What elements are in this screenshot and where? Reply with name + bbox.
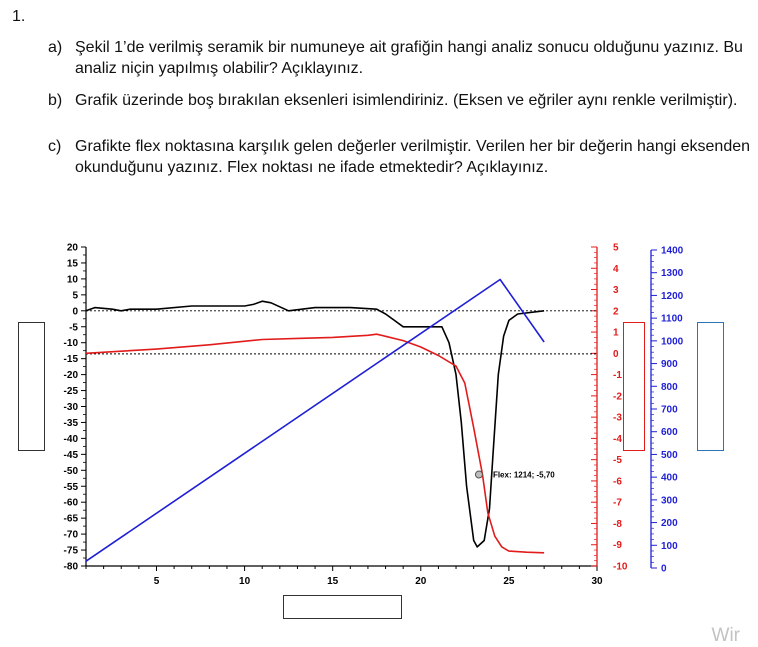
item-label: c) [48, 138, 62, 155]
question-number: 1. [12, 8, 26, 25]
blue-axis-tick-label: 600 [661, 427, 678, 439]
left-axis-tick-label: -20 [63, 370, 78, 382]
left-axis-tick-label: 10 [66, 274, 78, 286]
left-axis-tick-label: -65 [63, 513, 78, 525]
red-axis-tick-label: -6 [613, 476, 622, 488]
left-axis-tick-label: -40 [63, 433, 78, 445]
x-axis-tick-label: 30 [591, 576, 603, 587]
red-axis-tick-label: 2 [613, 306, 619, 318]
series-line-red [86, 334, 544, 553]
left-axis-tick-label: 15 [66, 258, 78, 270]
blue-axis-tick-label: 100 [661, 540, 678, 552]
left-axis-tick-label: -10 [63, 338, 78, 350]
item-label: b) [48, 92, 63, 109]
red-axis-tick-label: -8 [613, 518, 622, 530]
red-axis-tick-label: 5 [613, 242, 619, 254]
red-axis-tick-label: 4 [613, 263, 619, 275]
red-axis-tick-label: 0 [613, 348, 619, 360]
blue-axis-tick-label: 300 [661, 495, 678, 507]
left-axis-tick-label: -70 [63, 529, 78, 541]
blue-axis-tick-label: 1100 [661, 313, 683, 325]
blue-axis-tick-label: 1200 [661, 290, 684, 302]
blue-axis-tick-label: 800 [661, 381, 678, 393]
red-axis-tick-label: 3 [613, 285, 619, 297]
x-axis-tick-label: 10 [239, 576, 251, 587]
x-axis-blank-box[interactable] [283, 595, 402, 619]
red-axis-tick-label: -3 [613, 412, 622, 424]
red-axis-tick-label: -4 [613, 433, 622, 445]
blue-axis-tick-label: 1300 [661, 268, 684, 280]
left-axis-blank-box[interactable] [18, 322, 45, 451]
blue-axis-tick-label: 500 [661, 449, 678, 461]
left-axis-tick-label: 20 [66, 242, 78, 254]
left-axis-tick-label: 0 [72, 306, 78, 318]
red-axis-tick-label: -2 [613, 391, 622, 403]
red-axis-tick-label: -5 [613, 455, 622, 467]
left-axis-tick-label: -60 [63, 497, 78, 509]
left-axis-tick-label: -55 [63, 481, 78, 493]
blue-axis-tick-label: 700 [661, 404, 678, 416]
left-axis-tick-label: -75 [63, 545, 78, 557]
left-axis-tick-label: -80 [63, 561, 78, 573]
left-axis-tick-label: -45 [63, 449, 78, 461]
red-axis-tick-label: 1 [613, 327, 619, 339]
flex-annotation-label: Flex: 1214; -5,70 [492, 470, 555, 480]
left-axis-tick-label: -5 [69, 322, 78, 334]
x-axis-tick-label: 5 [153, 576, 160, 587]
left-axis-tick-label: -30 [63, 402, 78, 413]
left-axis-tick-label: -50 [63, 465, 78, 477]
red-axis-tick-label: -1 [613, 370, 622, 382]
left-axis-tick-label: 5 [72, 290, 78, 302]
left-axis-tick-label: -35 [63, 417, 78, 429]
flex-point-marker [475, 471, 482, 478]
blue-axis-tick-label: 400 [661, 472, 678, 484]
blue-axis-tick-label: 1000 [661, 336, 684, 348]
red-axis-tick-label: -10 [613, 561, 628, 573]
blue-axis-blank-box[interactable] [697, 322, 724, 451]
blue-axis-tick-label: 1400 [661, 245, 684, 257]
blue-axis-tick-label: 900 [661, 359, 678, 371]
blue-axis-tick-label: 0 [661, 563, 667, 575]
blue-axis-tick-label: 200 [661, 518, 678, 530]
x-axis-tick-label: 15 [327, 576, 339, 587]
left-axis-tick-label: -15 [63, 354, 78, 366]
x-axis-tick-label: 20 [415, 576, 427, 587]
item-label: a) [48, 39, 63, 56]
red-axis-tick-label: -7 [613, 497, 622, 509]
left-axis-tick-label: -25 [63, 386, 78, 398]
item-text: Grafik üzerinde boş bırakılan eksenleri isimlendiriniz. (Eksen ve eğriler aynı renkle verilmiştir). [75, 92, 738, 109]
watermark: Wir [711, 625, 740, 646]
item-text: Grafikte flex noktasına karşılık gelen değerler verilmiştir. Verilen her bir değerin hangi eksenden okunduğunu yazınız. Flex noktası ne ifade etmektedir? Açıklayınız. [75, 138, 751, 176]
x-axis-tick-label: 25 [503, 576, 515, 587]
item-text: Şekil 1’de verilmiş seramik bir numuneye ait grafiğin hangi analiz sonucu olduğunu yazınız. Bu analiz niçin yapılmış olabilir? Açıklayınız. [75, 39, 743, 77]
red-axis-blank-box[interactable] [623, 322, 645, 451]
red-axis-tick-label: -9 [613, 540, 622, 552]
series-line-blue [86, 280, 544, 562]
